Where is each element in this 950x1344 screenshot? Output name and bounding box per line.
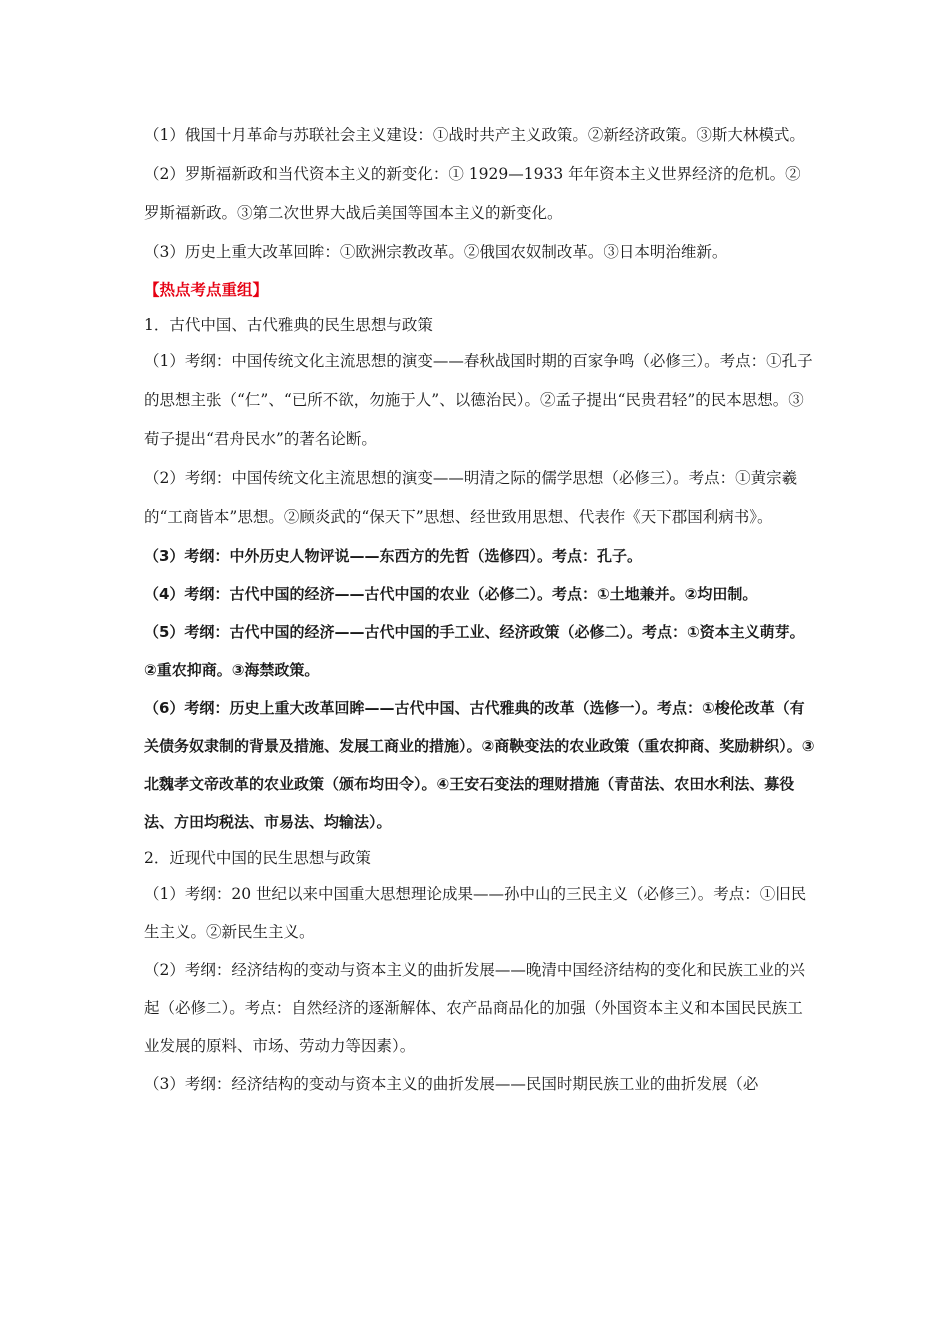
section2-title: 2．近现代中国的民生思想与政策: [144, 849, 371, 867]
paragraph-reforms: （3）历史上重大改革回眸：①欧洲宗教改革。②俄国农奴制改革。③日本明治维新。: [144, 243, 728, 261]
paragraph-soviet: （1）俄国十月革命与苏联社会主义建设：①战时共产主义政策。②新经济政策。③斯大林模式。: [144, 126, 805, 144]
section1-item-2: （2）考纲：中国传统文化主流思想的演变——明清之际的儒学思想（必修三）。考点：①黄宗羲的“工商皆本”思想。②顾炎武的“保天下”思想、经世致用思想、代表作《天下郡国利病书》。: [144, 469, 798, 526]
section1-item-6: （6）考纲：历史上重大改革回眸——古代中国、古代雅典的改革（选修一）。考点：①梭伦改革（有关债务奴隶制的背景及措施、发展工商业的措施）。②商鞅变法的农业政策（重农抑商、奖励耕织）。③北魏孝文帝改革的农业政策（颁布均田令）。④王安石变法的理财措施（青苗法、农田水利法、募役法、方田均税法、市易法、均输法）。: [144, 699, 815, 831]
section1-item-4: （4）考纲：古代中国的经济——古代中国的农业（必修二）。考点：①土地兼并。②均田制。: [144, 585, 758, 603]
section1-item-3: （3）考纲：中外历史人物评说——东西方的先哲（选修四）。考点：孔子。: [144, 547, 642, 565]
section2-item-2: （2）考纲：经济结构的变动与资本主义的曲折发展——晚清中国经济结构的变化和民族工业的兴起（必修二）。考点：自然经济的逐渐解体、农产品商品化的加强（外国资本主义和本国民民族工业发展的原料、市场、劳动力等因素）。: [144, 961, 805, 1055]
section-heading: 【热点考点重组】: [144, 280, 269, 299]
document-body: [144, 116, 816, 1103]
section1-item-1: （1）考纲：中国传统文化主流思想的演变——春秋战国时期的百家争鸣（必修三）。考点：①孔子的思想主张（“仁”、“已所不欲，勿施于人”、以德治民）。②孟子提出“民贵君轻”的民本思想。③荀子提出“君舟民水”的著名论断。: [144, 352, 813, 448]
section2-item-3: （3）考纲：经济结构的变动与资本主义的曲折发展——民国时期民族工业的曲折发展（必: [144, 1075, 759, 1093]
section2-item-1: （1）考纲：20 世纪以来中国重大思想理论成果——孙中山的三民主义（必修三）。考点：①旧民生主义。②新民生主义。: [144, 885, 807, 941]
section1-item-5: （5）考纲：古代中国的经济——古代中国的手工业、经济政策（必修二）。考点：①资本主义萌芽。②重农抑商。③海禁政策。: [144, 623, 805, 679]
paragraph-new-deal: （2）罗斯福新政和当代资本主义的新变化：① 1929—1933 年年资本主义世界经济的危机。②罗斯福新政。③第二次世界大战后美国等国本主义的新变化。: [144, 165, 801, 222]
section1-title: 1．古代中国、古代雅典的民生思想与政策: [144, 316, 433, 334]
